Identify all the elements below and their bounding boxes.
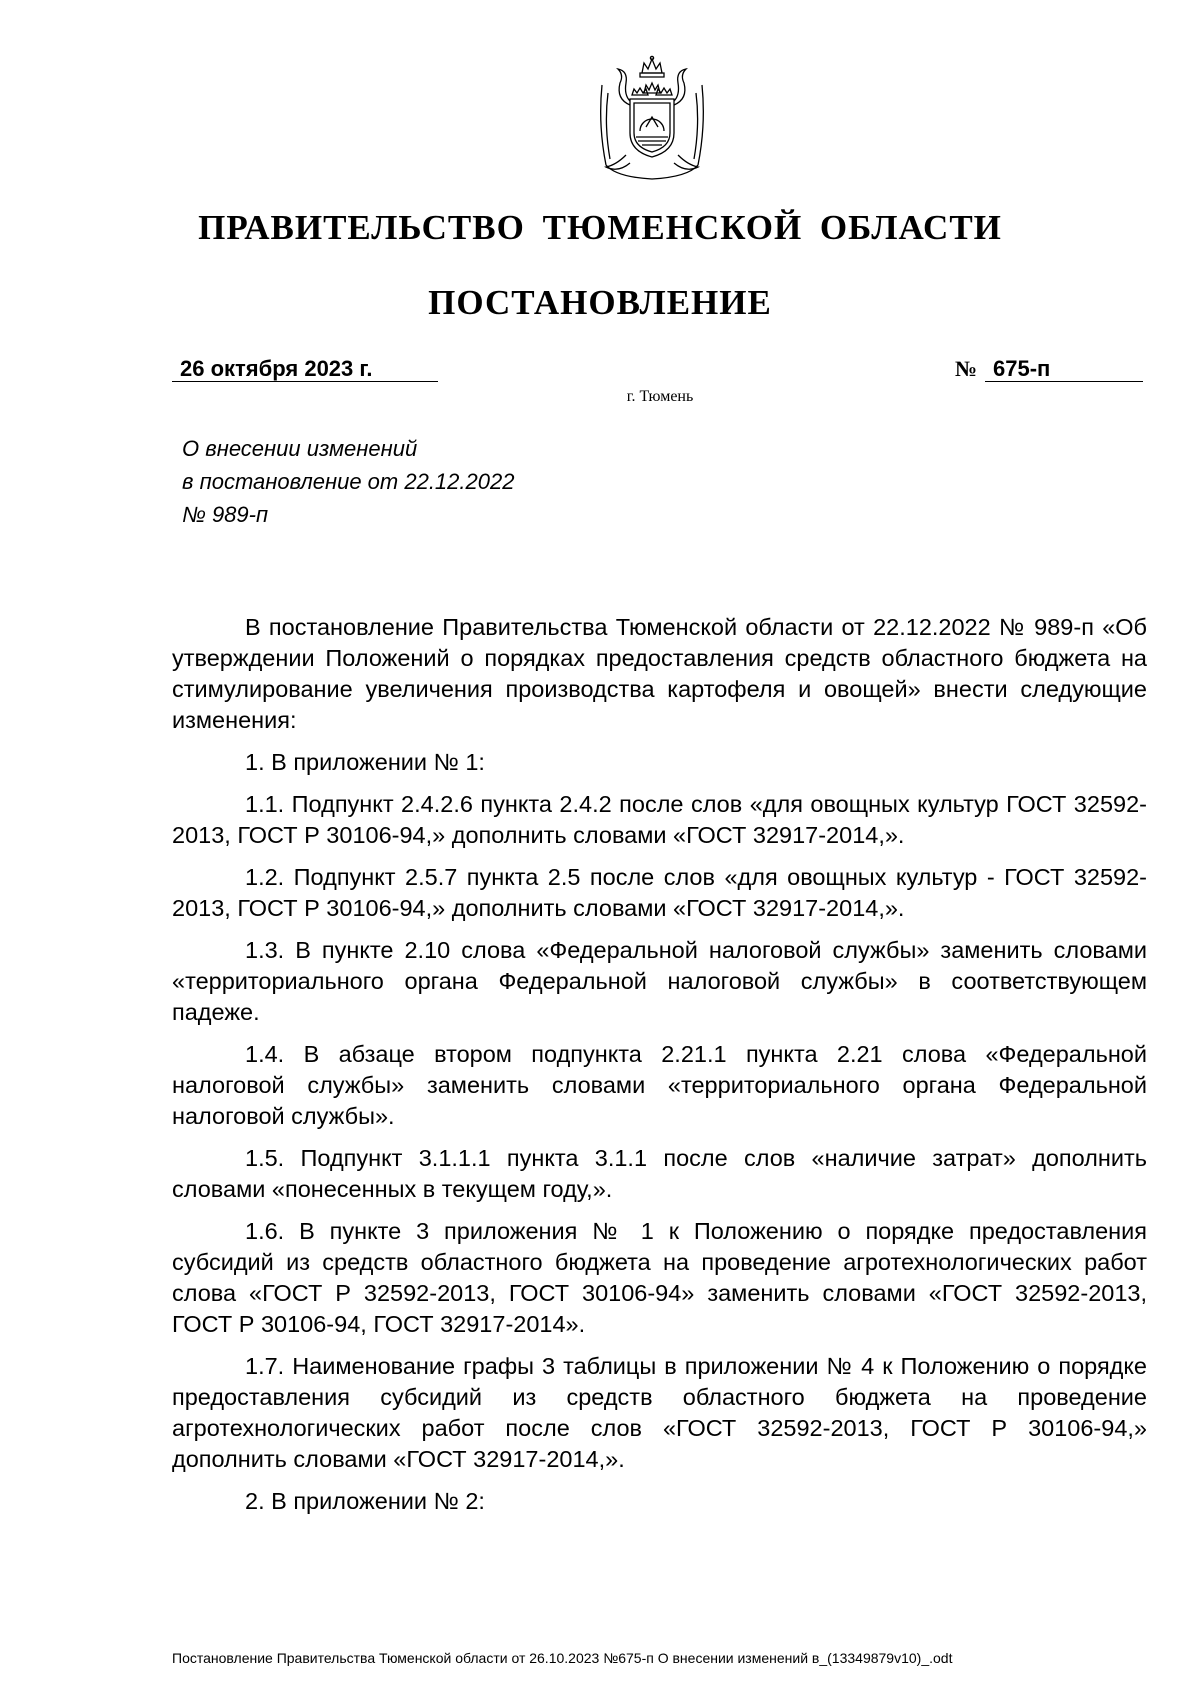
city: г. Тюмень <box>626 388 694 405</box>
organization-name: ПРАВИТЕЛЬСТВО ТЮМЕНСКОЙ ОБЛАСТИ <box>198 208 1002 247</box>
paragraph-1-4: 1.4. В абзаце втором подпункта 2.21.1 пункта 2.21 слова «Федеральной налоговой службы» заменить словами «территориального органа Федеральной налоговой службы». <box>172 1041 1147 1129</box>
subject-line: О внесении изменений <box>182 436 418 461</box>
document-type: ПОСТАНОВЛЕНИЕ <box>428 283 772 322</box>
coat-of-arms-icon <box>596 55 708 183</box>
subject-line: № 989-п <box>182 502 269 527</box>
document-body <box>172 612 1147 1528</box>
paragraph-1-5: 1.5. Подпункт 3.1.1.1 пункта 3.1.1 после слов «наличие затрат» дополнить словами «понесенных в текущем году,». <box>172 1145 1147 1202</box>
paragraph-1-3: 1.3. В пункте 2.10 слова «Федеральной налоговой службы» заменить словами «территориального органа Федеральной налоговой службы» в соответствующем падеже. <box>172 937 1147 1025</box>
subject-line: в постановление от 22.12.2022 <box>182 469 515 494</box>
document-number: 675-п <box>985 357 1143 382</box>
paragraph-1: 1. В приложении № 1: <box>245 749 485 775</box>
document-subject <box>182 432 514 531</box>
paragraph-1-1: 1.1. Подпункт 2.4.2.6 пункта 2.4.2 после слов «для овощных культур ГОСТ 32592-2013, ГОСТ Р 30106-94,» дополнить словами «ГОСТ 32917-2014,». <box>172 791 1147 848</box>
paragraph-1-6: 1.6. В пункте 3 приложения № 1 к Положению о порядке предоставления субсидий из средств областного бюджета на проведение агротехнологических работ слова «ГОСТ Р 32592-2013, ГОСТ 30106-94» заменить словами «ГОСТ 32592-2013, ГОСТ Р 30106-94, ГОСТ 32917-2014». <box>172 1218 1147 1337</box>
paragraph-2: 2. В приложении № 2: <box>245 1488 485 1514</box>
paragraph-1-2: 1.2. Подпункт 2.5.7 пункта 2.5 после слов «для овощных культур - ГОСТ 32592-2013, ГОСТ Р 30106-94,» дополнить словами «ГОСТ 32917-2014,». <box>172 864 1147 921</box>
paragraph-1-7: 1.7. Наименование графы 3 таблицы в приложении № 4 к Положению о порядке предоставления субсидий из средств областного бюджета на проведение агротехнологических работ после слов «ГОСТ 32592-2013, ГОСТ Р 30106-94,» дополнить словами «ГОСТ 32917-2014,». <box>172 1353 1147 1472</box>
paragraph-intro: В постановление Правительства Тюменской области от 22.12.2022 № 989-п «Об утверждении Положений о порядках предоставления средств областного бюджета на стимулирование увеличения производства картофеля и овощей» внести следующие изменения: <box>172 614 1147 733</box>
document-date: 26 октября 2023 г. <box>172 357 438 382</box>
footer-file-path: Постановление Правительства Тюменской области от 26.10.2023 №675-п О внесении изменений в_(13349879v10)_.odt <box>172 1650 953 1666</box>
document-number-label: № <box>955 356 978 381</box>
